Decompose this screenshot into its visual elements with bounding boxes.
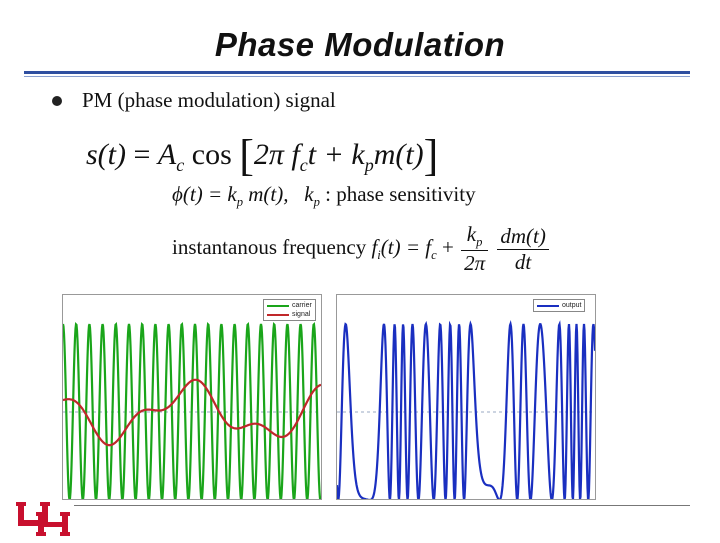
legend-item-output <box>537 301 581 310</box>
equation-main: $s(t) = A_c$ cos [2π $f_ct + k_pm(t)$] <box>86 131 439 180</box>
legend-item-carrier <box>267 301 312 310</box>
legend-output-label: output <box>562 302 582 309</box>
output-svg <box>337 295 595 499</box>
output-plot <box>336 294 596 500</box>
uh-logo-icon <box>14 500 72 538</box>
slide-title: Phase Modulation <box>214 26 506 63</box>
legend-carrier-label: carrier <box>292 302 312 309</box>
left-legend <box>263 299 316 321</box>
right-legend <box>533 299 585 312</box>
legend-signal-label: signal <box>292 311 311 318</box>
signal-swatch <box>267 314 289 316</box>
carrier-swatch <box>267 305 289 307</box>
uh-logo <box>14 500 72 543</box>
equation-frequency: instantanous frequency $f_i(t) = f_c$ + $\frac{k_p}{2\pi}$ $\frac{dm(t)}{dt}$ <box>172 222 551 276</box>
bullet-text: PM (phase modulation) signal <box>82 88 336 112</box>
bullet-dot <box>52 96 62 106</box>
output-swatch <box>537 305 559 307</box>
equation-phase: $\phi(t) = k_p$ m(t), $k_p$ : phase sensitivity <box>172 182 476 210</box>
footer-rule <box>74 505 690 506</box>
legend-item-signal <box>267 310 312 319</box>
output-line <box>337 324 595 499</box>
carrier-signal-plot <box>62 294 322 500</box>
title-rule-bottom <box>24 76 690 77</box>
carrier-line <box>63 324 321 499</box>
carrier-signal-svg <box>63 295 321 499</box>
title-rule-top <box>24 71 690 74</box>
